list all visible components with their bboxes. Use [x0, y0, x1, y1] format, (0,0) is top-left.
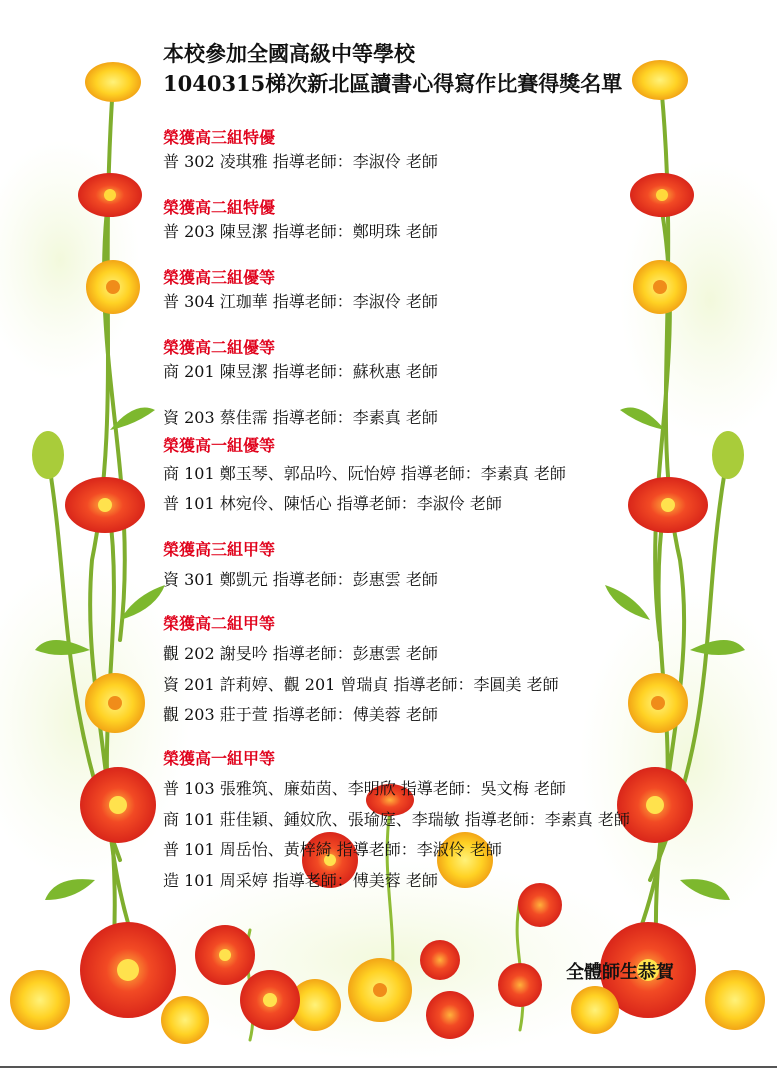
award-entry: 普 302 凌琪雅 指導老師：李淑伶 老師	[163, 152, 438, 171]
award-entry: 普 203 陳昱潔 指導老師：鄭明珠 老師	[163, 222, 438, 241]
award-list	[163, 126, 703, 893]
award-entry: 資 203 蔡佳霈 指導老師：李素真 老師	[163, 408, 438, 427]
award-category: 榮獲高三組甲等	[163, 540, 276, 559]
award-entry: 普 101 林宛伶、陳恬心 指導老師：李淑伶 老師	[163, 494, 502, 513]
award-entry: 普 304 江珈華 指導老師：李淑伶 老師	[163, 292, 438, 311]
award-category: 榮獲高二組優等	[163, 338, 276, 357]
award-entry: 資 201 許莉婷、觀 201 曾瑞貞 指導老師：李圓美 老師	[163, 675, 559, 694]
award-entry: 普 101 周岳怡、黃梓綺 指導老師：李淑伶 老師	[163, 840, 502, 859]
award-entry: 觀 203 莊于萱 指導老師：傅美蓉 老師	[163, 705, 438, 724]
award-entry: 普 103 張雅筑、廉茹茵、李明欣 指導老師：吳文梅 老師	[163, 779, 566, 798]
congratulations-signature: 全體師生恭賀	[566, 962, 674, 983]
award-category: 榮獲高二組特優	[163, 198, 276, 217]
document-title-line-2: 1040315梯次新北區讀書心得寫作比賽得獎名單	[163, 71, 623, 96]
award-entry: 商 101 鄭玉琴、郭品吟、阮怡婷 指導老師：李素真 老師	[163, 464, 566, 483]
award-category: 榮獲高三組特優	[163, 128, 276, 147]
award-category: 榮獲高一組甲等	[163, 749, 276, 768]
document-title-line-1: 本校參加全國高級中等學校	[163, 41, 415, 66]
award-category: 榮獲高三組優等	[163, 268, 276, 287]
award-entry: 商 201 陳昱潔 指導老師：蘇秋惠 老師	[163, 362, 438, 381]
award-category: 榮獲高二組甲等	[163, 614, 276, 633]
award-entry: 觀 202 謝旻吟 指導老師：彭惠雲 老師	[163, 644, 438, 663]
award-entry: 商 101 莊佳穎、鍾妏欣、張瑜庭、李瑞敏 指導老師：李素真 老師	[163, 810, 630, 829]
award-category: 榮獲高一組優等	[163, 436, 276, 455]
award-entry: 資 301 鄭凱元 指導老師：彭惠雲 老師	[163, 570, 438, 589]
bottom-divider	[0, 1066, 777, 1068]
award-entry: 造 101 周采婷 指導老師：傅美蓉 老師	[163, 871, 438, 890]
